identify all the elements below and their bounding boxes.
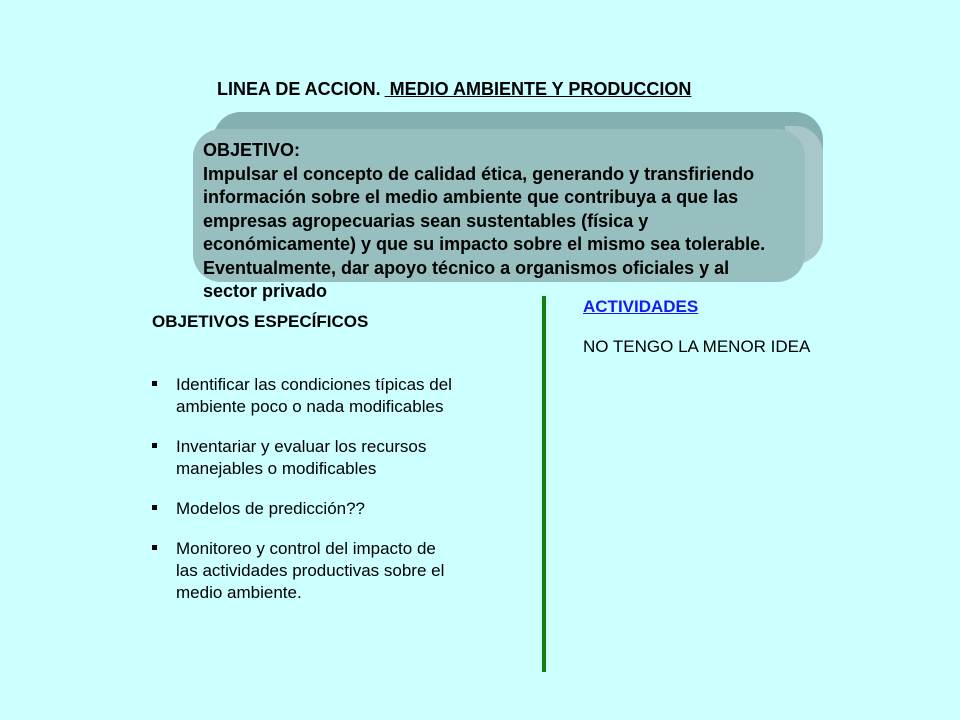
activities-text: NO TENGO LA MENOR IDEA (583, 337, 811, 356)
title-link[interactable]: MEDIO AMBIENTE Y PRODUCCION (384, 79, 692, 99)
objective-text: Impulsar el concepto de calidad ética, generando y transfiriendo información sobre el medio ambiente que contribuya a que las empresas agropecuarias sean sustentables (física y económicamente) y que su impacto sobre el mismo sea tolerable. Eventualmente, dar apoyo técnico a organismos oficiales y al sector privado (203, 163, 766, 301)
list-item-text: Modelos de predicción?? (176, 499, 366, 518)
list-item-text: Inventariar y evaluar los recursos manejables o modificables (176, 437, 427, 478)
activities-section (583, 297, 810, 357)
specific-objectives-heading: OBJETIVOS ESPECÍFICOS (152, 312, 369, 331)
bullet-icon (152, 505, 157, 510)
bullet-icon (152, 545, 157, 550)
title-prefix: LINEA DE ACCION. (217, 79, 381, 99)
list-item (152, 538, 512, 604)
specific-objectives-list (152, 374, 512, 604)
objective-heading: OBJETIVO: (203, 140, 301, 160)
list-item (152, 374, 512, 418)
page-title (217, 79, 691, 100)
list-item (152, 498, 512, 520)
objective-box-front (193, 129, 805, 301)
list-item (152, 436, 512, 480)
specific-objectives (152, 312, 512, 622)
objective-box (193, 112, 823, 301)
list-item-text: Monitoreo y control del impacto de las actividades productivas sobre el medio ambiente. (176, 539, 445, 602)
bullet-icon (152, 443, 157, 448)
vertical-divider (542, 296, 546, 672)
activities-heading[interactable]: ACTIVIDADES (583, 297, 699, 316)
list-item-text: Identificar las condiciones típicas del ambiente poco o nada modificables (176, 375, 452, 416)
bullet-icon (152, 381, 157, 386)
